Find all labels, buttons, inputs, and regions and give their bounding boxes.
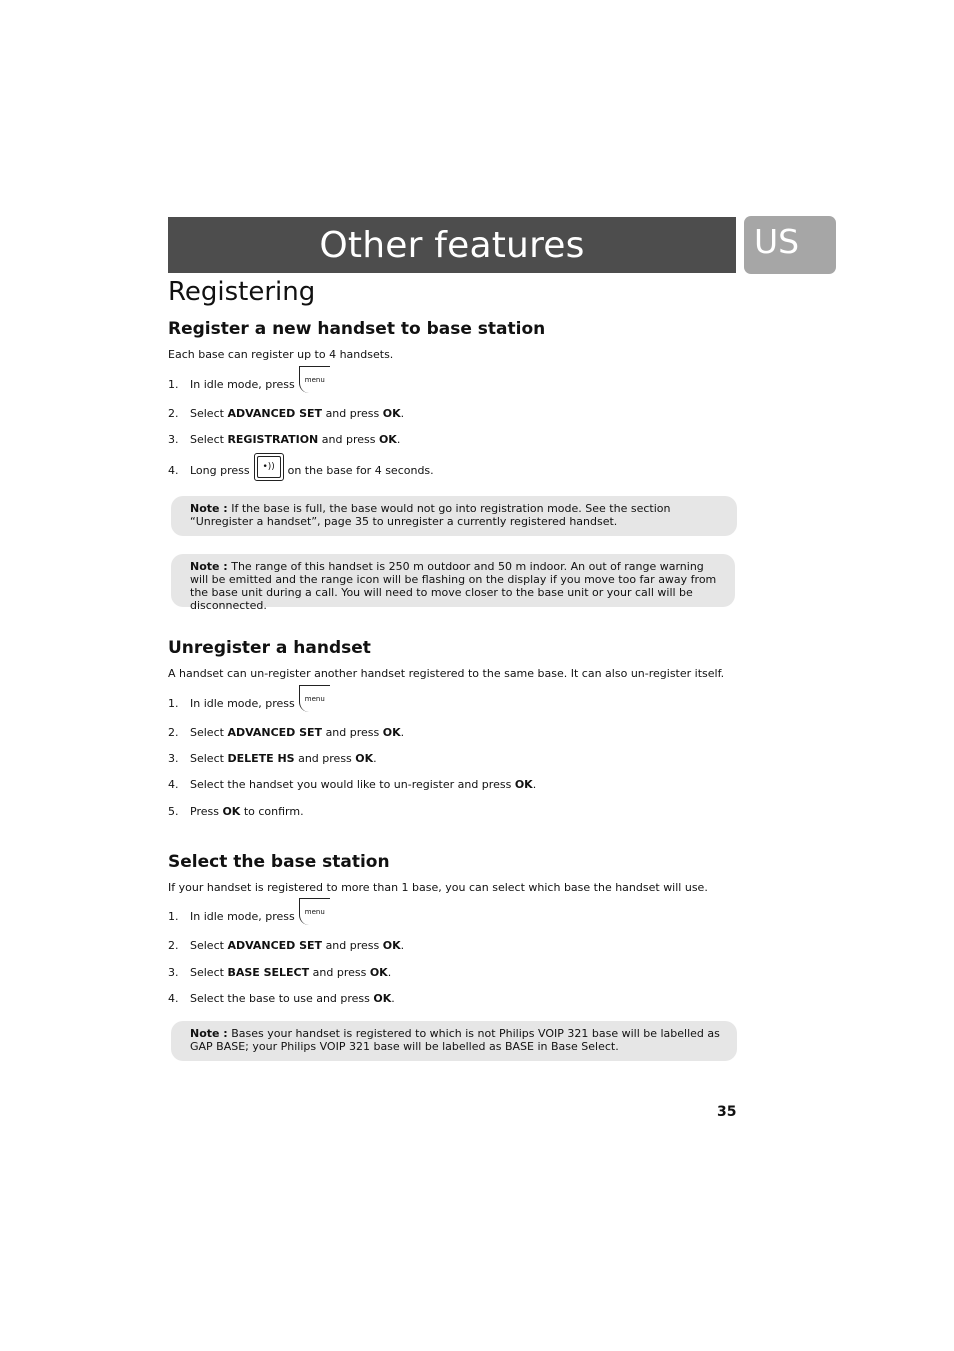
unregister-step-5: 5. Press OK to confirm. [168,805,304,818]
register-intro: Each base can register up to 4 handsets. [168,348,394,361]
register-step-1: 1. In idle mode, press menu [168,366,330,391]
unregister-heading: Unregister a handset [168,638,371,658]
chapter-header [168,217,736,273]
menu-key-icon: menu [299,366,330,393]
section-title: Registering [168,277,316,307]
unregister-intro: A handset can un-register another handset registered to the same base. It can also un-register itself. [168,667,725,680]
language-label: US [754,222,800,261]
register-heading: Register a new handset to base station [168,319,546,339]
language-tab [744,216,836,274]
note-base-full: Note : If the base is full, the base would not go into registration mode. See the section “Unregister a handset”, page 35 to unregister a currently registered handset. [171,496,737,536]
register-step-3: 3. Select REGISTRATION and press OK . [168,433,401,446]
menu-key-icon: menu [299,685,330,712]
base-select-step-4: 4. Select the base to use and press OK . [168,992,395,1005]
base-select-intro: If your handset is registered to more than 1 base, you can select which base the handset will use. [168,881,708,894]
base-select-heading: Select the base station [168,852,390,872]
menu-key-icon: menu [299,898,330,925]
register-step-4: 4. Long press •)) on the base for 4 seconds. [168,453,434,477]
page-key-icon: •)) [254,453,284,481]
unregister-step-1: 1. In idle mode, press menu [168,685,330,710]
base-select-step-3: 3. Select BASE SELECT and press OK . [168,966,392,979]
page-number: 35 [717,1104,737,1120]
chapter-title: Other features [319,224,585,266]
unregister-step-4: 4. Select the handset you would like to un-register and press OK . [168,778,537,791]
unregister-step-3: 3. Select DELETE HS and press OK . [168,752,377,765]
note-range: Note : The range of this handset is 250 m outdoor and 50 m indoor. An out of range warning will be emitted and the range icon will be flashing on the display if you move too far away from the base unit during a call. You will need to move closer to the base unit or your call will be disconnected. [171,554,735,607]
base-select-step-1: 1. In idle mode, press menu [168,898,330,923]
base-select-step-2: 2. Select ADVANCED SET and press OK . [168,939,405,952]
unregister-step-2: 2. Select ADVANCED SET and press OK . [168,726,405,739]
register-step-2: 2. Select ADVANCED SET and press OK . [168,407,405,420]
note-gap-base: Note : Bases your handset is registered to which is not Philips VOIP 321 base will be labelled as GAP BASE; your Philips VOIP 321 base will be labelled as BASE in Base Select. [171,1021,737,1061]
